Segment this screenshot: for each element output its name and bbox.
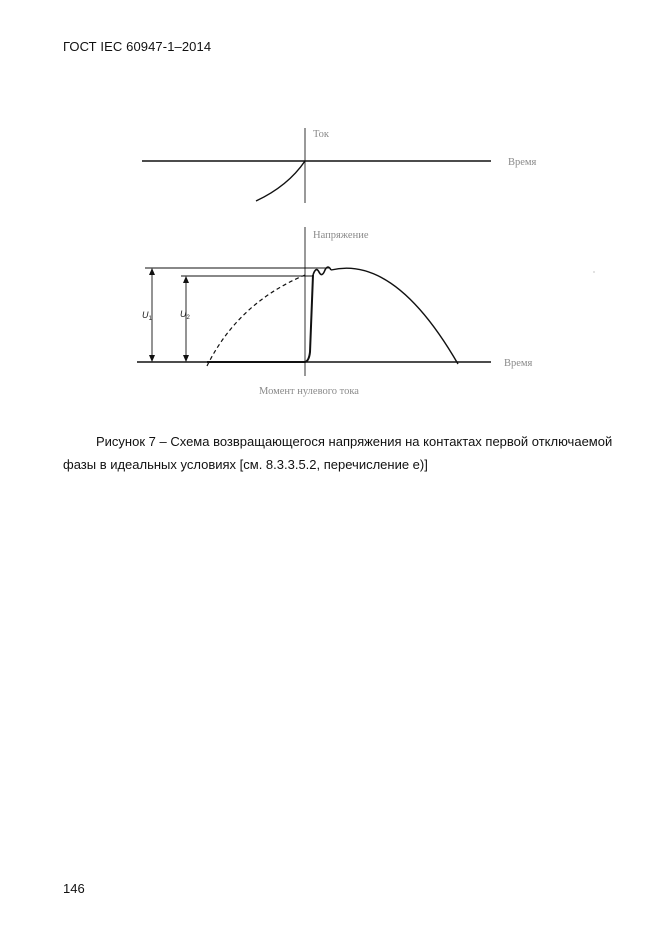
caption-line-2: фазы в идеальных условиях [см. 8.3.3.5.2, перечисление е)] bbox=[63, 457, 428, 472]
page-number: 146 bbox=[63, 881, 85, 896]
scan-speck bbox=[593, 271, 594, 272]
caption-line-1: Рисунок 7 – Схема возвращающегося напряжения на контактах первой отключаемой bbox=[96, 434, 613, 449]
u1-subscript: 1 bbox=[148, 316, 152, 322]
prospective-voltage-curve bbox=[207, 275, 305, 366]
recovery-voltage-step bbox=[207, 275, 313, 362]
voltage-label: Напряжение bbox=[313, 230, 369, 241]
u1-arrow-bottom bbox=[149, 355, 155, 362]
u1-label bbox=[142, 310, 153, 322]
recovery-voltage-figure bbox=[0, 0, 661, 420]
time-label-bottom: Время bbox=[504, 358, 533, 369]
document-header: ГОСТ IEC 60947-1–2014 bbox=[63, 39, 212, 54]
u1-arrow-top bbox=[149, 268, 155, 275]
u2-subscript: 2 bbox=[186, 315, 190, 321]
current-curve bbox=[256, 161, 305, 201]
figure-diagram bbox=[0, 0, 661, 420]
u2-arrow-bottom bbox=[183, 355, 189, 362]
u1-symbol: U bbox=[142, 310, 149, 320]
zero-current-label: Момент нулевого тока bbox=[259, 386, 359, 397]
time-label-top: Время bbox=[508, 157, 537, 168]
current-label: Ток bbox=[313, 129, 329, 140]
figure-caption bbox=[63, 430, 643, 476]
u2-label bbox=[180, 309, 191, 321]
recovery-voltage-curve bbox=[331, 268, 458, 364]
u2-arrow-top bbox=[183, 276, 189, 283]
u2-symbol: U bbox=[180, 309, 187, 319]
